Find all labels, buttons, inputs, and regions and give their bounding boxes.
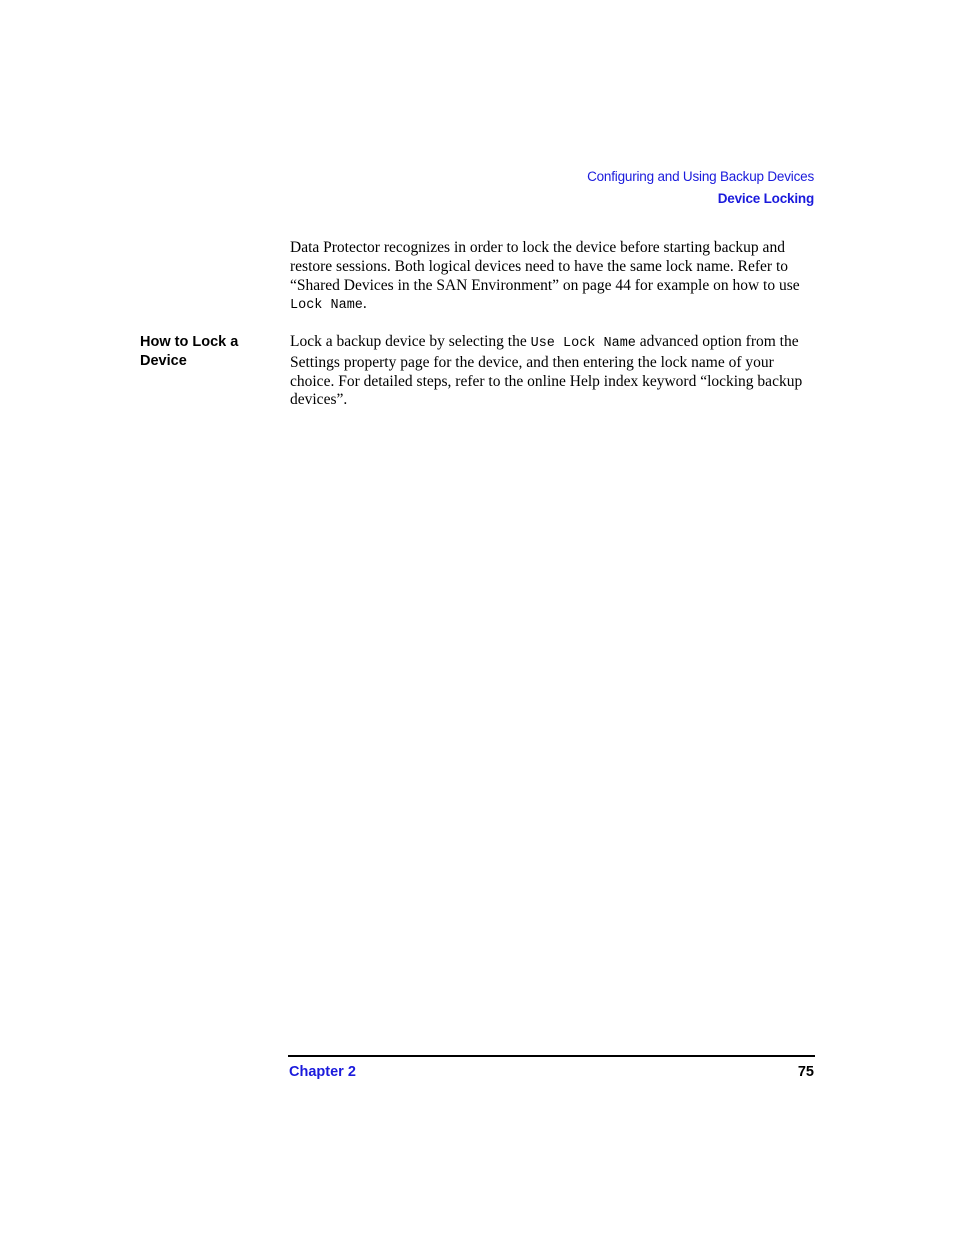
footer-chapter-label: Chapter 2 [289, 1064, 356, 1080]
header-section-title: Device Locking [717, 191, 814, 206]
use-lock-name-code: Use Lock Name [530, 336, 636, 351]
running-header [587, 166, 814, 210]
footer-divider [288, 1055, 815, 1057]
how-to-lock-text-1: Lock a backup device by selecting the [290, 333, 531, 350]
lock-name-code: Lock Name [290, 298, 363, 314]
intro-text-2: . [362, 295, 367, 313]
intro-text-1: Data Protector recognizes in order to lock the device before starting backup and restore sessions. Both logical devices need to have the same lock name. Refer to “Shared Devices in the SAN Environment” on page 44 for example on how to use [290, 239, 800, 294]
how-to-lock-paragraph [290, 333, 815, 410]
footer-page-number: 75 [797, 1064, 814, 1080]
intro-paragraph [290, 239, 815, 316]
header-chapter-title: Configuring and Using Backup Devices [587, 169, 814, 184]
how-to-lock-heading: How to Lock a Device [140, 334, 239, 369]
how-to-lock-text-2: advanced option from the Settings property page for the device, and then entering the lock name of your choice. For detailed steps, refer to the online Help index keyword “locking backup devices”. [290, 333, 803, 409]
